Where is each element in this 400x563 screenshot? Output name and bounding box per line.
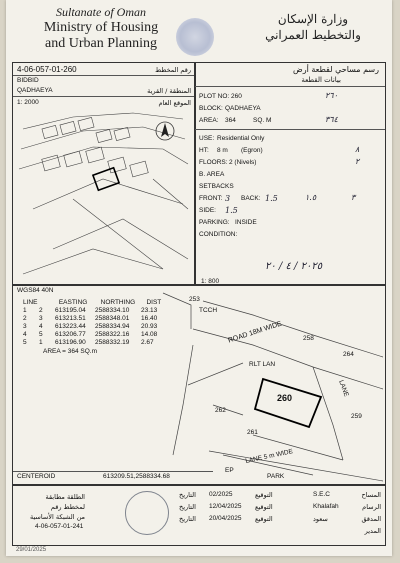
survey-map-drawing <box>13 285 383 483</box>
survey-plan-box <box>12 278 386 486</box>
role-ar-3: المدقق <box>361 515 381 523</box>
date-1: 02/2025 <box>209 491 233 498</box>
role-ar-2: الرسام <box>362 503 381 511</box>
block-value: QADHAEYA <box>225 105 261 112</box>
table-row: 1 2 613195.04 2588334.10 23.13 <box>23 307 158 314</box>
park-label: PARK <box>267 473 285 480</box>
lane-label-2: LANE <box>337 379 350 398</box>
use-value: Residential Only <box>217 135 265 142</box>
col-line: LINE <box>23 299 38 306</box>
ministry-header-en <box>36 6 166 52</box>
role-ar-1: المساح <box>361 491 381 499</box>
role-3: سعود <box>313 516 328 523</box>
condition-label: CONDITION: <box>199 231 238 238</box>
floors-label: FLOORS: <box>199 159 228 166</box>
centroid-label: CENTEROID <box>17 473 56 480</box>
role-2: Khalafah <box>313 503 339 510</box>
label-261: 261 <box>247 429 258 436</box>
parking-value: INSIDE <box>235 219 257 226</box>
ministry-name-line2: and Urban Planning <box>45 35 157 51</box>
date-label-1: التاريخ <box>179 491 196 499</box>
ministry-header-ar <box>248 12 378 43</box>
height-note: (Egron) <box>241 147 263 154</box>
signature-label-3: التوقيع <box>255 515 273 523</box>
highlighted-plot <box>93 168 119 191</box>
main-plot-boundary <box>255 379 321 427</box>
side-label: SIDE: <box>199 207 216 214</box>
setback-ar: ١.٥ <box>305 193 317 202</box>
plot-no-ar: ٢٦٠ <box>325 91 338 100</box>
plot-260-label: 260 <box>277 393 293 403</box>
location-map-drawing <box>13 109 193 281</box>
floors-ar: ٢ <box>355 157 360 166</box>
signature-label-1: التوقيع <box>255 491 273 499</box>
area-value: 364 <box>225 117 236 124</box>
north-arrow-icon <box>156 122 174 140</box>
plot-no-label: PLOT NO: <box>199 93 230 100</box>
date-label-2: التاريخ <box>179 503 196 511</box>
label-264: 264 <box>343 351 354 358</box>
plot-no-value: 260 <box>231 93 242 100</box>
document-title-ar: رسم مساحي لقطعة أرض <box>293 65 379 74</box>
ministry-name-line1: Ministry of Housing <box>43 19 159 35</box>
table-row: 4 5 613206.77 2588322.16 14.08 <box>23 331 158 338</box>
village-name: QADHAEYA <box>17 87 53 94</box>
footer-note-ar2: لمخطط رقم <box>50 503 85 511</box>
table-row: 2 3 613213.51 2588348.01 16.40 <box>23 315 158 322</box>
area-unit: SQ. M <box>253 117 272 124</box>
country-name: Sultanate of Oman <box>56 5 146 19</box>
date-3: 20/04/2025 <box>209 515 242 522</box>
region-name: BIDBID <box>17 77 39 84</box>
height-ar: ٨ <box>355 145 360 154</box>
plan-scale: 1: 800 <box>201 278 220 285</box>
watermark-seal-icon <box>176 18 214 56</box>
ministry-name-ar-line2: والتخطيط العمراني <box>265 27 361 42</box>
label-258: 258 <box>303 335 314 342</box>
location-label: الموقع العام <box>158 99 191 107</box>
location-scale: 1: 2000 <box>17 99 39 106</box>
footer-box <box>12 484 386 546</box>
col-dist: DIST <box>146 299 162 306</box>
front-label: FRONT: <box>199 195 223 202</box>
building-area-label: B. AREA <box>199 171 225 178</box>
block-label: BLOCK: <box>199 105 223 112</box>
ministry-name-ar-line1: وزارة الإسكان <box>277 12 349 26</box>
label-rlt: RLT LAN <box>249 361 276 368</box>
plot-info-box <box>194 62 386 286</box>
area-ar: ٣٦٤ <box>325 115 338 124</box>
area-summary: AREA = 364 SQ.m <box>43 348 98 355</box>
village-label: المنطقة / القرية <box>147 87 191 95</box>
date-label-3: التاريخ <box>179 515 196 523</box>
table-row: 3 4 613223.44 2588334.94 20.93 <box>23 323 158 330</box>
handwritten-date: ٢٠٢٥ / ٤ / ٢٠ <box>265 261 323 272</box>
footer-note-ar3: من الشبكة الأساسية <box>29 513 85 521</box>
role-1: S.E.C <box>313 491 330 498</box>
location-map-box <box>12 62 196 286</box>
coordinate-system: WGS84 40N <box>17 287 54 294</box>
centroid-value: 613209.51,2588334.68 <box>103 473 170 480</box>
plan-number: 4-06-057-01-260 <box>17 65 77 74</box>
col-northing: NORTHING <box>100 299 136 306</box>
side-value: 1.5 <box>225 206 238 215</box>
survey-document <box>6 0 392 556</box>
plot-data-heading-ar: بيانات القطعة <box>301 76 341 84</box>
role-ar-4: المدير <box>364 527 381 535</box>
floors-value: 2 (Nivels) <box>229 159 257 166</box>
footer-plan-code: 4-06-057-01-241 <box>35 523 84 530</box>
height-value: 8 m <box>217 147 228 154</box>
table-row: 5 1 613196.90 2588332.19 2.67 <box>23 339 154 346</box>
lane-label: LANE 5 m WIDE <box>244 448 294 465</box>
label-262: 262 <box>215 407 226 414</box>
road-label: ROAD 18M WIDE <box>227 320 283 345</box>
print-date: 29/01/2025 <box>16 547 47 553</box>
signature-label-2: التوقيع <box>255 503 273 511</box>
ep-label: EP <box>225 467 234 474</box>
label-tcch: TCCH <box>199 307 218 314</box>
back-label: BACK: <box>241 195 261 202</box>
official-stamp-icon <box>125 491 169 535</box>
front-ar: ٣ <box>351 193 356 202</box>
footer-note-ar1: الطلقة مطابقة <box>45 493 85 501</box>
front-value: 3 <box>225 194 231 203</box>
parking-label: PARKING: <box>199 219 230 226</box>
setbacks-label: SETBACKS <box>199 183 234 190</box>
height-label: HT: <box>199 147 209 154</box>
back-value: 1.5 <box>265 194 278 203</box>
area-label: AREA: <box>199 117 219 124</box>
plan-number-label: رقم المخطط <box>155 66 191 74</box>
label-259: 259 <box>351 413 362 420</box>
label-253: 253 <box>189 296 200 303</box>
col-easting: EASTING <box>58 299 88 306</box>
date-2: 12/04/2025 <box>209 503 242 510</box>
use-label: USE: <box>199 135 215 142</box>
